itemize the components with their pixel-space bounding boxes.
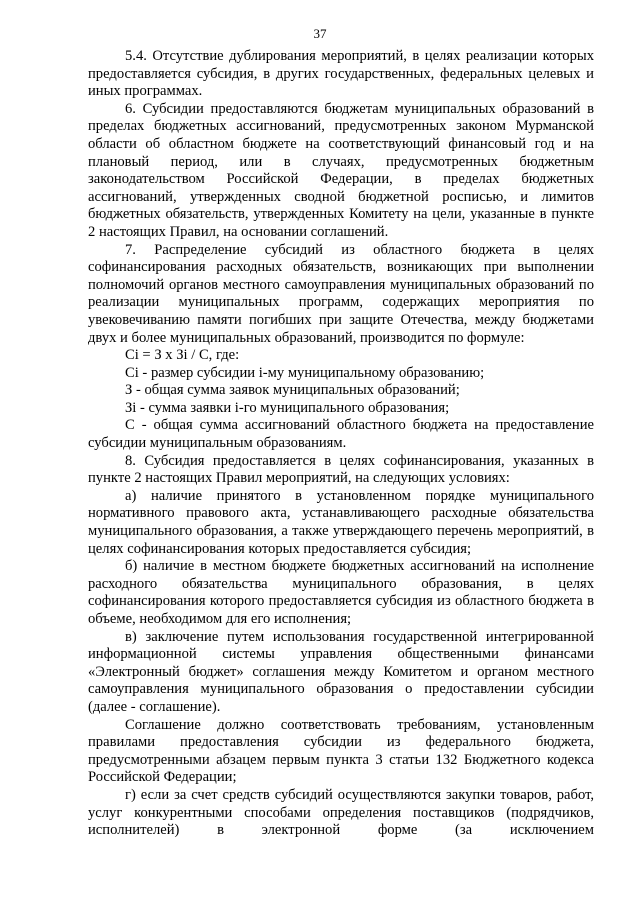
document-body [88, 48, 594, 840]
condition-g: г) если за счет средств субсидий осуществляются закупки товаров, работ, услуг конкурентными способами определения поставщиков (подрядчиков, исполнителей) в электронной форме (за исключением [88, 786, 594, 839]
paragraph-8: 8. Субсидия предоставляется в целях софинансирования, указанных в пункте 2 настоящих Правил мероприятий, на следующих условиях: [88, 452, 594, 487]
paragraph-5-4: 5.4. Отсутствие дублирования мероприятий, в целях реализации которых предоставляется субсидия, в других государственных, федеральных целевых и иных программах. [88, 48, 594, 100]
paragraph-7: 7. Распределение субсидий из областного бюджета в целях софинансирования расходных обязательств, возникающих при выполнении полномочий органов местного самоуправления муниципальных образований по реализации муниципальных программ, содержащих мероприятия по увековечиванию памяти погибших при защите Отечества, между бюджетами двух и более муниципальных образований, производится по формуле: [88, 241, 594, 346]
condition-v: в) заключение путем использования государственной интегрированной информационной системы управления общественными финансами «Электронный бюджет» соглашения между Комитетом и органом местного самоуправления муниципального образования о предоставлении субсидии (далее - соглашение). [88, 628, 594, 715]
formula-definition-c: С - общая сумма ассигнований областного бюджета на предоставление субсидии муниципальным образованиям. [88, 417, 594, 452]
page-number: 37 [313, 26, 327, 41]
condition-b: б) наличие в местном бюджете бюджетных ассигнований на исполнение расходного обязательства муниципального образования, в целях софинансирования которого предоставляется субсидия из областного бюджета в объеме, необходимом для его исполнения; [88, 558, 594, 627]
formula-definition-zi: Зi - сумма заявки i-го муниципального образования; [125, 399, 450, 416]
paragraph-6: 6. Субсидии предоставляются бюджетам муниципальных образований в пределах бюджетных ассигнований, предусмотренных законом Мурманской области об областном бюджете на соответствующий финансовый год и на плановый период, или в случаях, предусмотренных бюджетным законодательством Российской Федерации, в пределах бюджетных ассигнований, утвержденных сводной бюджетной росписью, и лимитов бюджетных обязательств, утвержденных Комитету на цели, указанные в пункте 2 настоящих Правил, на основании соглашений. [88, 100, 594, 240]
formula-line: Ci = З x Зi / С, где: [125, 347, 240, 364]
formula-definition-z: З - общая сумма заявок муниципальных образований; [125, 382, 460, 399]
agreement-requirements: Соглашение должно соответствовать требованиям, установленным правилами предоставления субсидии из федерального бюджета, предусмотренными абзацем первым пункта 3 статьи 132 Бюджетного кодекса Российской Федерации; [88, 716, 594, 786]
formula-definition-ci: Ci - размер субсидии i-му муниципальному образованию; [125, 364, 485, 381]
condition-a: а) наличие принятого в установленном порядке муниципального нормативного правового акта, устанавливающего расходные обязательства муниципального образования, а также утверждающего перечень мероприятий, в целях софинансирования которых предоставляется субсидия; [88, 487, 594, 557]
